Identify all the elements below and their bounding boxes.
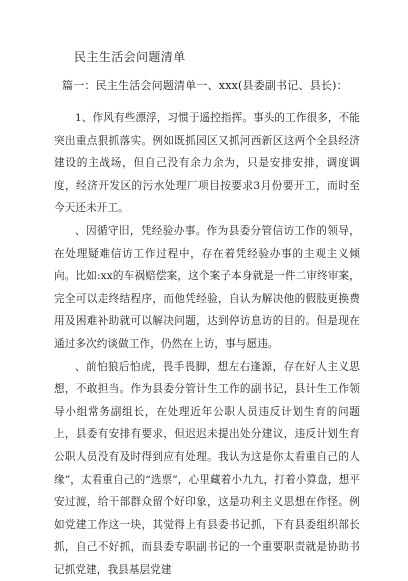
paragraph-3: 、前怕狼后怕虎，畏手畏脚，想左右逢源，存在好人主义思想，不敢担当。作为县委分管计生工作的副书记，县计生工作领导小组常务副组长，在处理近年公职人员违反计划生育的问题上，县委有安排有要求，但迟迟未提出处分建议，违反计划生育公职人员没有及时得到应有处理。我认为这是你太看重自己的人缘”，太看重自己的“选票”，心里藏着小九九，打着小算盘，想平安过渡，给干部群众留个好印象，这是功利主义思想在作怪。例如党建工作这一块，其觉得上有县委书记抓，下有县委组织部长抓，自己不好抓，而县委专职副书记的一个重要职责就是协助书记抓党建，我县基层党建 xyxy=(54,360,360,576)
document-title: 民主生活会问题清单 xyxy=(74,50,186,64)
paragraph-1: 1、作风有些漂浮，习惯于遥控指挥。事头的工作很多，不能突出重点狠抓落实。例如既抓园区又抓河西新区这两个全县经济建设的主战场，但自己没有余力余为，只是安排安排，调度调度，经济开发区的污水处理厂项目按要求3月份要开工，而时至今天还未开工。 xyxy=(54,112,360,215)
paragraph-2: 、因循守旧，凭经验办事。作为县委分管信访工作的领导，在处理疑难信访工作过程中，存在着凭经验办事的主观主义倾向。比如:xx的车祸赔偿案，这个案子本身就是一件二审终审案，完全可以走终结程序，而他凭经验，自认为解决他的假肢更换费用及困难补助就可以解决问题，达到停访息访的目的。但是现在通过多次约谈做工作，仍然在上访，事与愿违。 xyxy=(54,224,360,350)
document-subtitle: 篇一：民主生活会问题清单一、xxx(县委副书记、县长)： xyxy=(62,79,348,92)
